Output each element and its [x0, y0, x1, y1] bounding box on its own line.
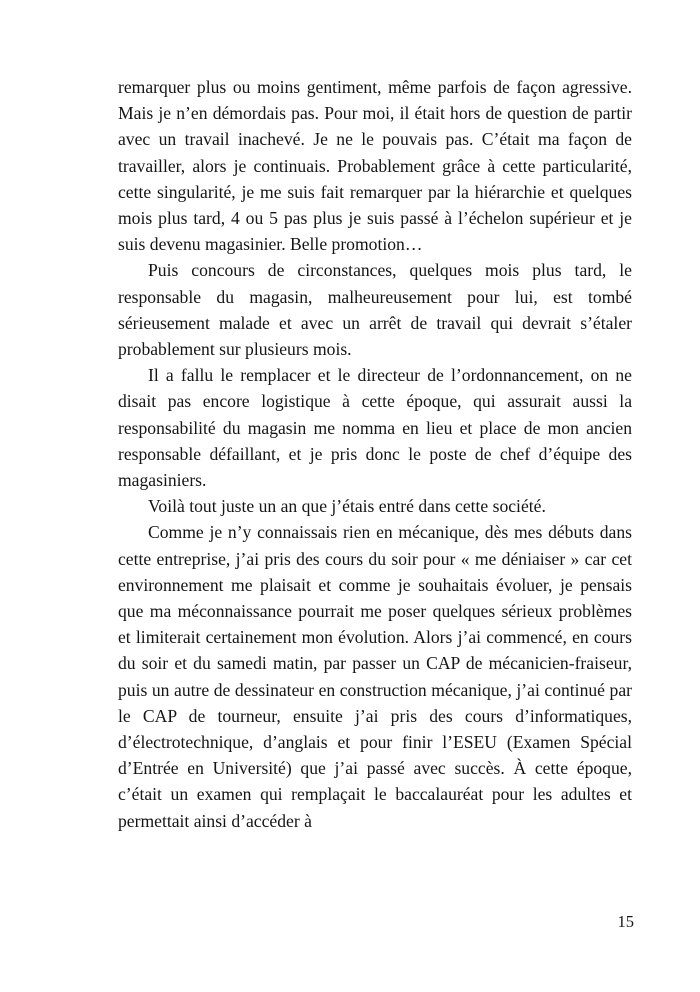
page-number: 15 [617, 912, 634, 931]
paragraph: Il a fallu le remplacer et le directeur de l’ordonnancement, on ne disait pas encore logistique à cette époque, qui assurait aussi la responsabilité du magasin me nomma en lieu et place de mon ancien responsable défaillant, et je pris donc le poste de chef d’équipe des magasiniers. [118, 365, 632, 491]
body-text [118, 74, 632, 834]
paragraph: Puis concours de circonstances, quelques mois plus tard, le responsable du magasin, malheureusement pour lui, est tombé sérieusement malade et avec un arrêt de travail qui devrait s’étaler probablement sur plusieurs mois. [118, 260, 632, 360]
paragraph: Voilà tout juste un an que j’étais entré dans cette société. [148, 496, 546, 517]
paragraph-continuation: remarquer plus ou moins gentiment, même parfois de façon agressive. Mais je n’en démordais pas. Pour moi, il était hors de question de partir avec un travail inachevé. Je ne le pouvais pas. C’était ma façon de travailler, alors je continuais. Probablement grâce à cette particularité, cette singularité, je me suis fait remarquer par la hiérarchie et quelques mois plus tard, 4 ou 5 pas plus je suis passé à l’échelon supérieur et je suis devenu magasinier. Belle promotion… [118, 77, 632, 255]
paragraph: Comme je n’y connaissais rien en mécanique, dès mes débuts dans cette entreprise, j’ai pris des cours du soir pour « me déniaiser » car cet environnement me plaisait et comme je souhaitais évoluer, je pensais que ma méconnaissance pourrait me poser quelques sérieux problèmes et limiterait certainement mon évolution. Alors j’ai commencé, en cours du soir et du samedi matin, par passer un CAP de mécanicien-fraiseur, puis un autre de dessinateur en construction mécanique, j’ai continué par le CAP de tourneur, ensuite j’ai pris des cours d’informatiques, d’électrotechnique, d’anglais et pour finir l’ESEU (Examen Spécial d’Entrée en Université) que j’ai passé avec succès. À cette époque, c’était un examen qui remplaçait le baccalauréat pour les adultes et permettait ainsi d’accéder à [118, 522, 632, 831]
